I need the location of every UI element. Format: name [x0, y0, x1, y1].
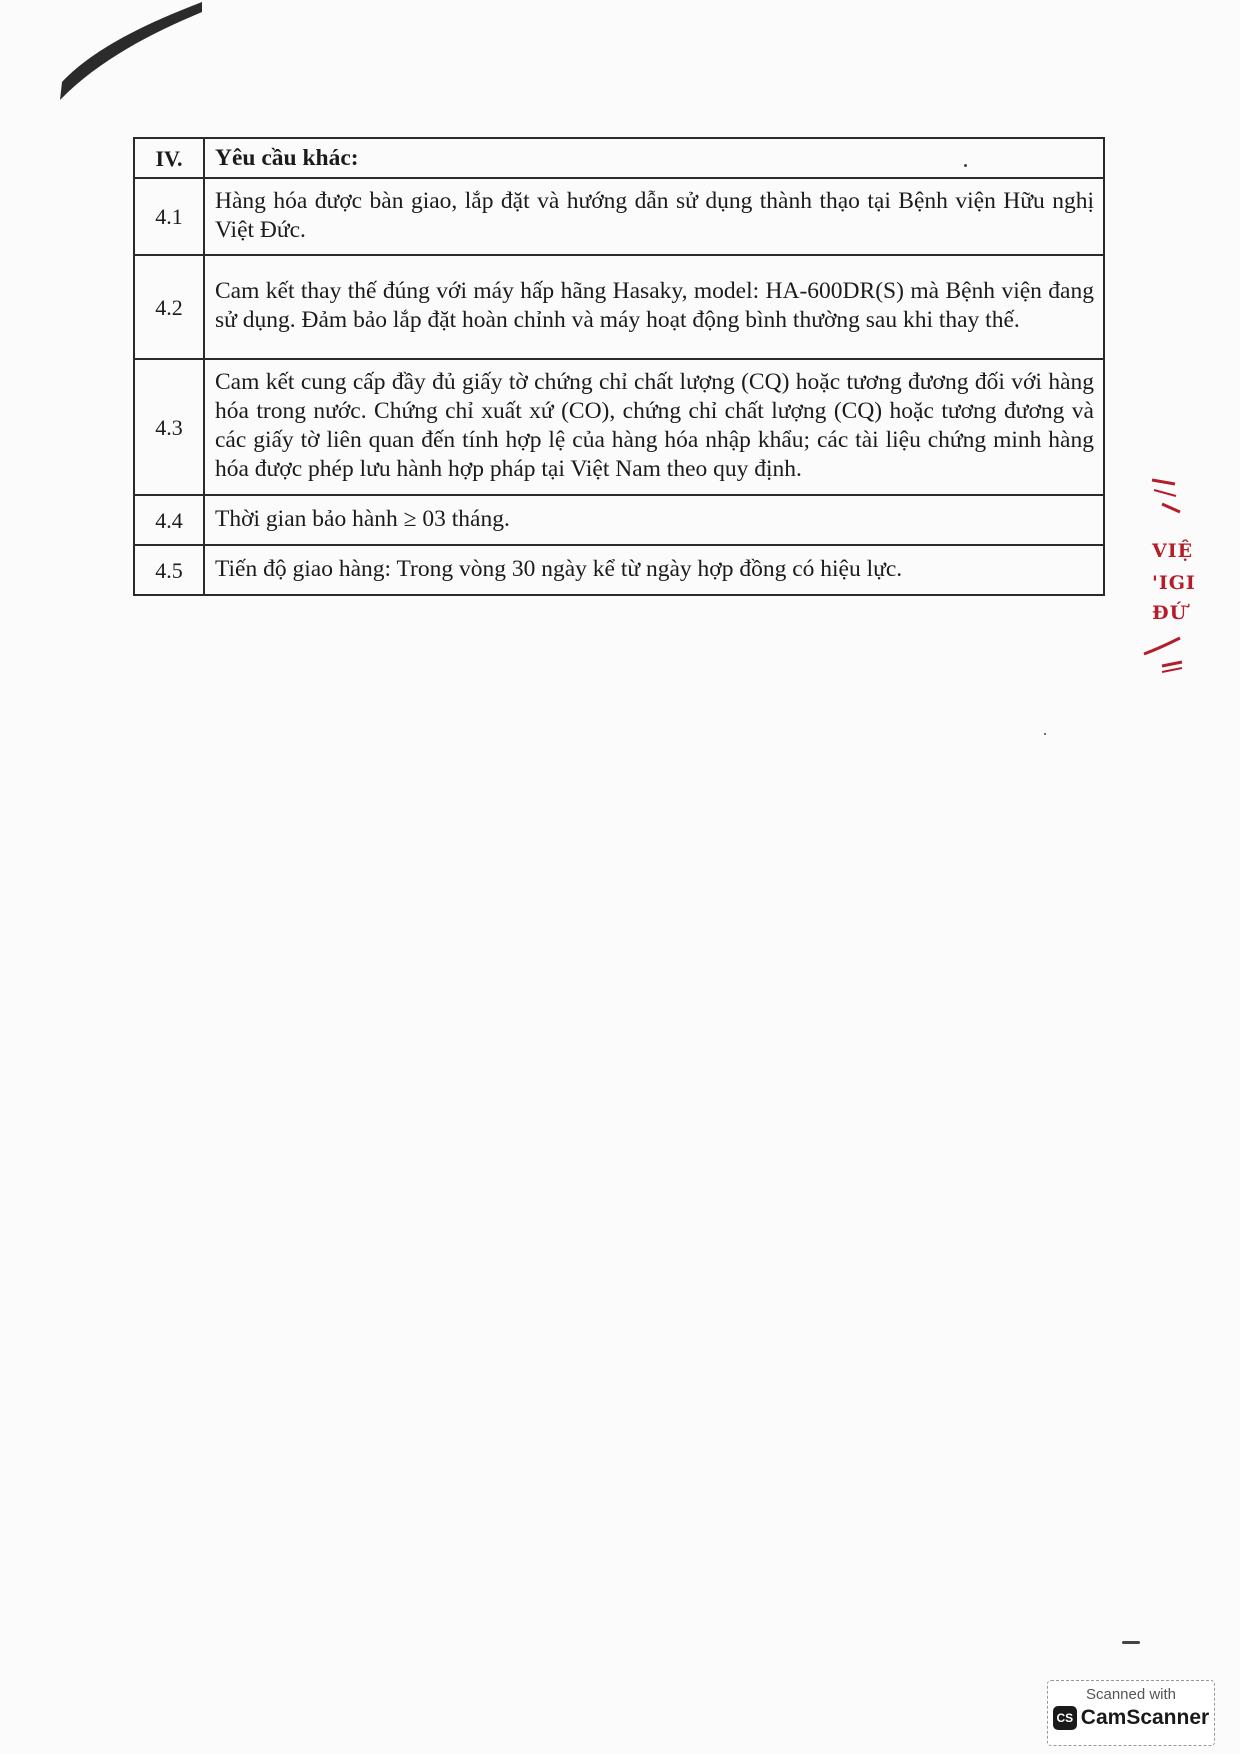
- table-row: [134, 359, 1104, 495]
- scan-edge-mark: [52, 0, 202, 110]
- row-number: 4.4: [134, 495, 204, 545]
- watermark-brand: CamScanner: [1080, 1706, 1210, 1729]
- row-text: Tiến độ giao hàng: Trong vòng 30 ngày kể từ ngày hợp đồng có hiệu lực.: [204, 545, 1104, 595]
- camscanner-logo-icon: CS: [1053, 1706, 1077, 1730]
- watermark-brand-row: [1048, 1706, 1214, 1730]
- table-row: [134, 255, 1104, 359]
- row-text: Thời gian bảo hành ≥ 03 tháng.: [204, 495, 1104, 545]
- row-number: 4.1: [134, 178, 204, 255]
- seal-text-line: ĐỨ: [1152, 602, 1188, 624]
- scan-speck: [1122, 1641, 1140, 1644]
- table-row: [134, 545, 1104, 595]
- scan-speck: [1044, 733, 1046, 735]
- requirements-table: [133, 137, 1105, 596]
- table-header-row: [134, 138, 1104, 178]
- table-row: [134, 495, 1104, 545]
- camscanner-watermark: [1047, 1680, 1215, 1746]
- table-row: [134, 178, 1104, 255]
- seal-text-line: VIỆ: [1152, 540, 1194, 562]
- row-text: Cam kết cung cấp đầy đủ giấy tờ chứng chỉ chất lượng (CQ) hoặc tương đương đối với hàng hóa trong nước. Chứng chỉ xuất xứ (CO), chứng chỉ chất lượng (CQ) hoặc tương đương và các giấy tờ liên quan đến tính hợp lệ của hàng hóa nhập khẩu; các tài liệu chứng minh hàng hóa được phép lưu hành hợp pháp tại Việt Nam theo quy định.: [204, 359, 1104, 495]
- row-number: 4.5: [134, 545, 204, 595]
- section-title: Yêu cầu khác:: [204, 138, 1104, 178]
- row-text: Cam kết thay thế đúng với máy hấp hãng Hasaky, model: HA-600DR(S) mà Bệnh viện đang sử dụng. Đảm bảo lắp đặt hoàn chỉnh và máy hoạt động bình thường sau khi thay thế.: [204, 255, 1104, 359]
- row-number: 4.3: [134, 359, 204, 495]
- row-text: Hàng hóa được bàn giao, lắp đặt và hướng dẫn sử dụng thành thạo tại Bệnh viện Hữu nghị Việt Đức.: [204, 178, 1104, 255]
- scan-speck: [964, 164, 967, 167]
- row-number: 4.2: [134, 255, 204, 359]
- section-number: IV.: [134, 138, 204, 178]
- seal-text-line: 'IGI: [1152, 572, 1196, 594]
- watermark-caption: Scanned with: [1085, 1686, 1177, 1703]
